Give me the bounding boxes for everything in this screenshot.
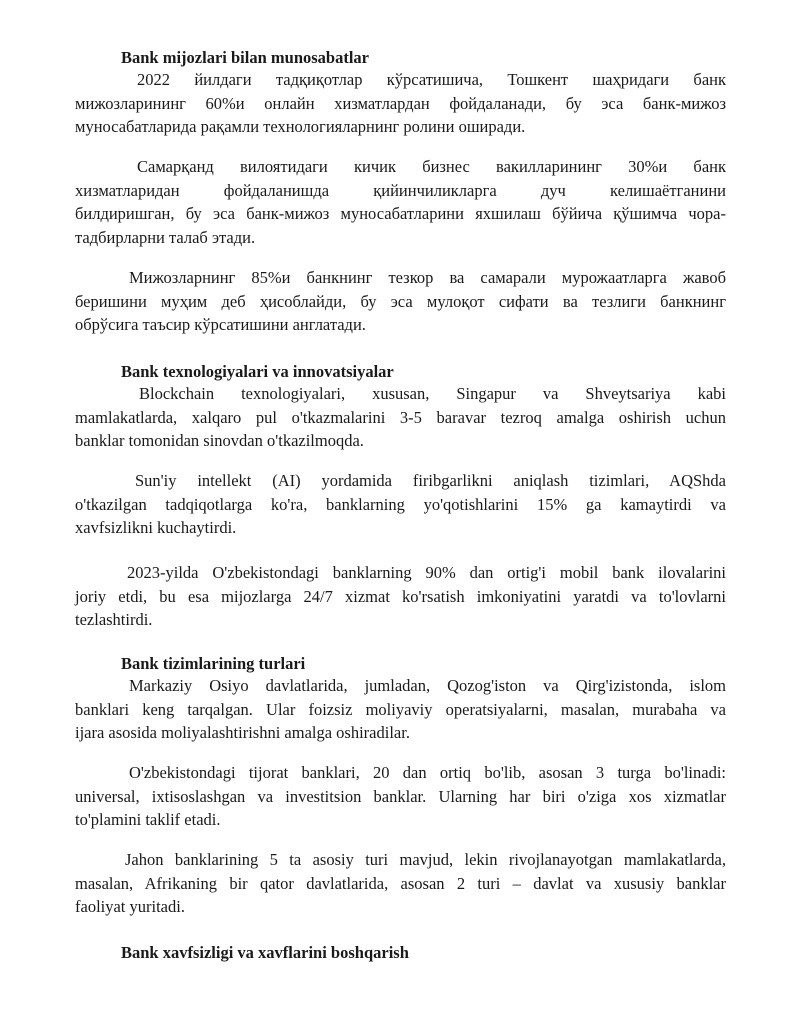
paragraph (75, 266, 726, 337)
paragraph-line: беришини муҳим деб ҳисоблайди, бу эса мулоқот сифати ва тезлиги банкнинг (75, 291, 726, 311)
paragraph-line: banklari keng tarqalgan. Ular foizsiz moliyaviy operatsiyalarni, masalan, murabaha va (75, 699, 726, 719)
paragraph-line: Самарқанд вилоятидаги кичик бизнес вакилларининг 30%и банк (137, 157, 726, 176)
paragraph-line: 2023-yilda O'zbekistondagi banklarning 90% dan ortig'i mobil bank ilovalarini (127, 563, 726, 582)
paragraph-line: universal, ixtisoslashgan va investitsion banklar. Ularning har biri o'ziga xos xizmatlar (75, 786, 726, 806)
paragraph (75, 561, 726, 632)
paragraph (75, 382, 726, 453)
paragraph-line: муносабатларида рақамли технологияларнинг ролини оширади. (75, 117, 526, 136)
paragraph-line: masalan, Afrikaning bir qator davlatlarida, asosan 2 turi – davlat va xususiy banklar (75, 873, 726, 893)
paragraph-line: joriy etdi, bu esa mijozlarga 24/7 xizmat ko'rsatish imkoniyatini yaratdi va to'lovlarni (75, 586, 726, 606)
paragraph-line: Jahon banklarining 5 ta asosiy turi mavjud, lekin rivojlanayotgan mamlakatlarda, (125, 850, 726, 869)
paragraph-line: mamlakatlarda, xalqaro pul o'tkazmalarini 3-5 baravar tezroq amalga oshirish uchun (75, 407, 726, 427)
paragraph-line: ijara asosida moliyalashtirishni amalga oshiradilar. (75, 723, 410, 742)
paragraph (75, 469, 726, 540)
paragraph-line: Sun'iy intellekt (AI) yordamida firibgarlikni aniqlash tizimlari, AQShda (135, 471, 726, 490)
paragraph-line: 2022 йилдаги тадқиқотлар кўрсатишича, Тошкент шаҳридаги банк (137, 70, 726, 89)
paragraph-line: билдиришган, бу эса банк-мижоз муносабатларини яхшилаш бўйича қўшимча чора- (75, 204, 726, 223)
paragraph-line: хизматларидан фойдаланишда қийинчиликларга дуч келишаётганини (75, 180, 726, 200)
paragraph-line: обрўсига таъсир кўрсатишини англатади. (75, 315, 366, 334)
paragraph-line: tezlashtirdi. (75, 610, 153, 629)
section-heading: Bank tizimlarining turlari (121, 654, 306, 673)
paragraph (75, 68, 726, 139)
paragraph-line: Markaziy Osiyo davlatlarida, jumladan, Qozog'iston va Qirg'izistonda, islom (129, 676, 726, 695)
section-heading: Bank texnologiyalari va innovatsiyalar (121, 362, 394, 381)
paragraph-line: Мижозларнинг 85%и банкнинг тезкор ва самарали мурожаатларга жавоб (129, 268, 726, 287)
paragraph-line: xavfsizlikni kuchaytirdi. (75, 518, 237, 537)
paragraph-line: banklar tomonidan sinovdan o'tkazilmoqda. (75, 431, 364, 450)
paragraph (75, 761, 726, 832)
paragraph-line: мижозларининг 60%и онлайн хизматлардан фойдаланади, бу эса банк-мижоз (75, 93, 726, 113)
paragraph-line: O'zbekistondagi tijorat banklari, 20 dan ortiq bo'lib, asosan 3 turga bo'linadi: (129, 763, 726, 782)
section-heading: Bank xavfsizligi va xavflarini boshqarish (121, 943, 409, 962)
paragraph (75, 674, 726, 745)
paragraph-line: тадбирларни талаб этади. (75, 227, 256, 247)
paragraph-line: Blockchain texnologiyalari, xususan, Singapur va Shveytsariya kabi (139, 384, 726, 403)
paragraph-line: to'plamini taklif etadi. (75, 810, 221, 829)
paragraph (75, 848, 726, 919)
paragraph-line: o'tkazilgan tadqiqotlarga ko'ra, banklarning yo'qotishlarini 15% ga kamaytirdi va (75, 494, 726, 514)
paragraph (75, 155, 726, 249)
paragraph-line: faoliyat yuritadi. (75, 897, 185, 916)
section-heading: Bank mijozlari bilan munosabatlar (121, 48, 369, 67)
